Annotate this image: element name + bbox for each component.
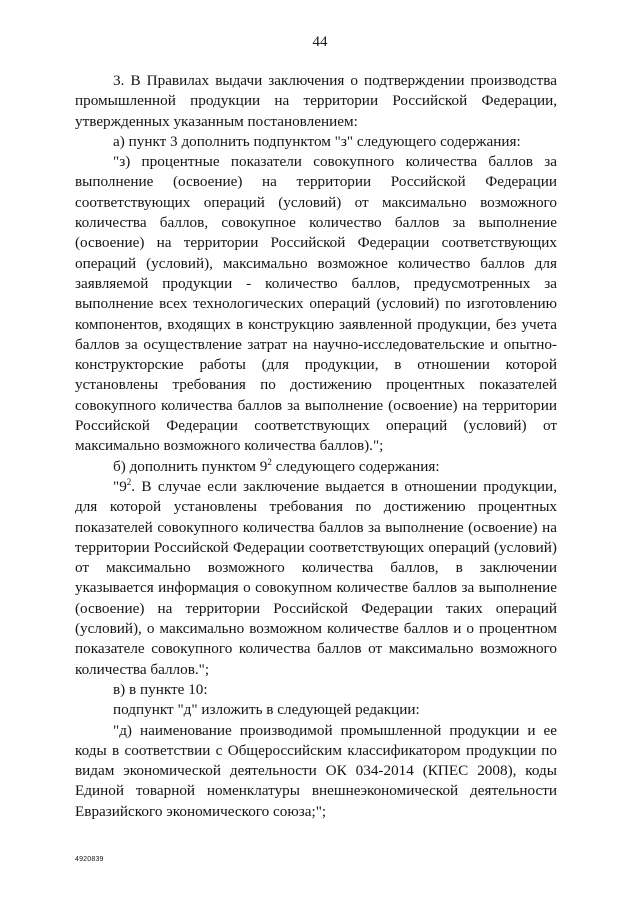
paragraph-subitem-a: а) пункт 3 дополнить подпунктом "з" следующего содержания: xyxy=(113,132,521,150)
page-number: 44 xyxy=(312,34,328,50)
superscript: 2 xyxy=(267,456,272,467)
paragraph-quoted-9-2-start: "9 xyxy=(113,477,127,495)
paragraph-quoted-d: "д) наименование производимой промышленной продукции и ее коды в соответствии с Общероссийским классификатором продукции по видам экономической деятельности ОК 034-2014 (КПЕС 2008), коды Единой товарной номенклатуры внешнеэкономической деятельности Евразийского экономического союза;"; xyxy=(75,721,557,820)
paragraph-subitem-b xyxy=(75,457,557,477)
paragraph-subitem-d-intro: подпункт "д" изложить в следующей редакции: xyxy=(113,701,420,719)
document-code: 4920839 xyxy=(75,856,104,863)
paragraph-subitem-b-text-end: следующего содержания: xyxy=(271,457,440,475)
paragraph-subitem-v: в) в пункте 10: xyxy=(113,680,208,698)
superscript: 2 xyxy=(126,476,132,487)
document-body xyxy=(75,71,557,822)
paragraph-item-3: 3. В Правилах выдачи заключения о подтверждении производства промышленной продукции на территории Российской Федерации, утвержденных указанным постановлением: xyxy=(75,72,557,130)
paragraph-quoted-z: "з) процентные показатели совокупного количества баллов за выполнение (освоение) на территории Российской Федерации соответствующих операций (условий) от максимально возможного количества баллов, совокупное количество баллов за выполнение (освоение) на территории Российской Федерации соответствующих операций (условий), максимально возможное количество баллов для заявляемой продукции - количество баллов, предусмотренных за выполнение всех технологических операций (условий) по изготовлению компонентов, входящих в конструкцию заявленной продукции, без учета баллов за осуществление затрат на научно-исследовательские и опытно-конструкторские работы (для продукции, в отношении которой установлены требования по достижению процентных показателей совокупного количества баллов за выполнение (освоение) на территории Российской Федерации соответствующих операций (условий) от максимально возможного количества баллов)."; xyxy=(75,153,557,455)
paragraph-quoted-9-2-text: . В случае если заключение выдается в отношении продукции, для которой установлены требования по достижению процентных показателей совокупного количества баллов за выполнение (освоение) на территории Российской Федерации соответствующих операций (условий) от максимально возможного количества баллов, в заключении указывается информация о совокупном количестве баллов за выполнение (освоение) на территории Российской Федерации таких операций (условий), о максимально возможном количестве баллов и о процентном показателе совокупного количества баллов от максимально возможного количества баллов."; xyxy=(75,477,557,678)
paragraph-subitem-b-text: б) дополнить пунктом 9 xyxy=(113,457,268,475)
paragraph-quoted-9-2 xyxy=(75,477,557,680)
